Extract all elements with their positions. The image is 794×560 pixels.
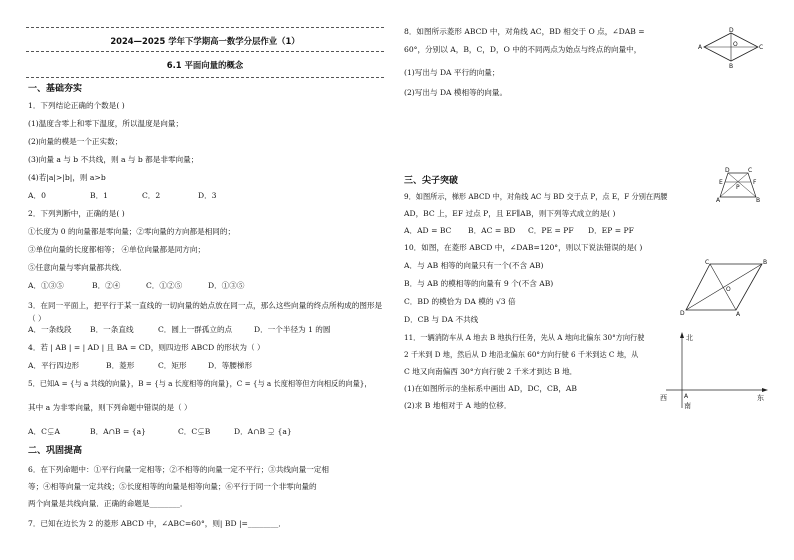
- compass-origin-label: A: [684, 393, 689, 400]
- trapezoid-label-a: A: [716, 197, 721, 204]
- trapezoid-label-e: E: [719, 179, 723, 186]
- q8-line-2: 60°，分别以 A，B，C，D，O 中的不同两点为始点与终点的向量中，: [404, 45, 642, 54]
- q6-line-1: 6．在下列命题中：①平行向量一定相等；②不相等的向量一定不平行；③共线向量一定相: [28, 465, 329, 474]
- q5-stem: 5．已知A = {与 a 共线的向量}，B = {与 a 长度相等的向量}，C = {与 a 长度相等但方向相反的向量}，: [28, 379, 372, 388]
- trapezoid-label-f: F: [753, 179, 757, 186]
- rhombus1-label-a: A: [698, 44, 703, 51]
- q9-line-2: AD，BC 上，EF 过点 P，且 EF∥AB，则下列等式成立的是( ): [404, 209, 616, 218]
- q6-line-3: 两个向量是共线向量．正确的命题是________．: [28, 499, 188, 508]
- q6-line-2: 等；④相等向量一定共线；⑤长度相等的向量是相等向量；⑥平行于同一个非零向量的: [28, 482, 317, 491]
- q1-option-a: A．0: [28, 191, 46, 200]
- q4-option-a: A．平行四边形: [28, 361, 80, 370]
- q10-option-a: A．与 AB 相等的向量只有一个(不含 AB): [404, 261, 544, 270]
- q11-part-1: (1)在如图所示的坐标系中画出 AD，DC，CB，AB: [404, 384, 578, 393]
- lesson-title: 6.1 平面向量的概念: [166, 60, 244, 70]
- q9-option-a: A．AD = BC: [404, 226, 452, 235]
- q10-option-d: D．CB 与 DA 不共线: [404, 315, 479, 324]
- q2-option-c: C．①②⑤: [146, 281, 183, 290]
- q9-option-d: D．EP = PF: [588, 226, 634, 235]
- q10-stem: 10．如图，在菱形 ABCD 中，∠DAB=120°，则以下说法错误的是( ): [404, 243, 643, 252]
- rhombus2-label-b: B: [763, 259, 768, 266]
- compass-east-label: 东: [757, 394, 764, 402]
- trapezoid-label-b: B: [756, 197, 761, 204]
- q3-stem: 3．在同一平面上，把平行于某一直线的一切向量的始点放在同一点，那么这些向量的终点所构成的图形是（ ）: [28, 301, 383, 323]
- section-heading-basic: 一、基础夯实: [28, 84, 83, 94]
- q3-option-b: B．一条直线: [90, 325, 134, 334]
- trapezoid-figure-q9: [716, 168, 760, 202]
- q8-line-1: 8．如图所示菱形 ABCD 中，对角线 AC，BD 相交于 O 点，∠DAB =: [404, 27, 645, 36]
- trapezoid-label-c: C: [748, 167, 753, 174]
- rhombus2-label-a: A: [736, 311, 741, 318]
- q1-stem: 1．下列结论正确的个数是( ): [28, 101, 125, 110]
- worksheet-title: 2024—2025 学年下学期高一数学分层作业（1）: [110, 36, 300, 46]
- compass-coordinate-figure: [660, 330, 770, 410]
- rhombus1-label-o: O: [733, 41, 738, 48]
- section-heading-advanced: 三、尖子突破: [404, 176, 459, 186]
- q2-statement-3: ⑤任意向量与零向量都共线．: [28, 263, 127, 272]
- rhombus1-label-b: B: [729, 63, 734, 70]
- q5-option-c: C．C⊊B: [178, 427, 211, 436]
- q2-statement-1: ①长度为 0 的向量都是零向量；②零向量的方向都是相同的；: [28, 227, 236, 236]
- q1-option-c: C．2: [142, 191, 161, 200]
- q8-part-2: (2)写出与 DA 模相等的向量。: [404, 88, 508, 97]
- q1-statement-4: (4)若|a|>|b|，则 a>b: [28, 173, 106, 182]
- q5-option-d: D．A∩B ⊋ {a}: [234, 427, 292, 436]
- q11-line-3: C 地又向南偏西 30°方向行驶 2 千米才到达 B 地．: [404, 367, 578, 376]
- q4-option-d: D．等腰梯形: [208, 361, 253, 370]
- q5-option-a: A．C⊊A: [28, 427, 60, 436]
- q4-stem: 4．若 | AB | = | AD | 且 BA = CD，则四边形 ABCD 的形状为（ ）: [28, 343, 265, 352]
- rhombus-figure-q8: [698, 27, 764, 70]
- rhombus-figure-q10: [680, 258, 770, 316]
- rhombus1-label-c: C: [759, 44, 764, 51]
- q3-option-a: A．一条线段: [28, 325, 72, 334]
- section-heading-consolidate: 二、巩固提高: [28, 446, 83, 456]
- q3-option-c: C．圆上一群孤立的点: [158, 325, 233, 334]
- q1-statement-3: (3)向量 a 与 b 不共线，则 a 与 b 都是非零向量；: [28, 155, 199, 164]
- q5-option-b: B．A∩B = {a}: [90, 427, 146, 436]
- q2-stem: 2．下列判断中，正确的是( ): [28, 209, 125, 218]
- q2-option-b: B．②④: [92, 281, 121, 290]
- q2-option-a: A．①③⑤: [28, 281, 64, 290]
- q9-option-b: B．AC = BD: [468, 226, 516, 235]
- trapezoid-label-p: P: [736, 184, 740, 191]
- q9-option-c: C．PE = PF: [528, 226, 574, 235]
- compass-north-label: 北: [686, 334, 693, 342]
- q7-stem: 7．已知在边长为 2 的菱形 ABCD 中，∠ABC=60°，则| BD |=________．: [28, 519, 286, 528]
- compass-south-label: 南: [684, 402, 691, 410]
- header-divider: [26, 51, 384, 52]
- trapezoid-label-d: D: [725, 167, 730, 174]
- q2-statement-2: ③单位向量的长度都相等； ④单位向量都是同方向；: [28, 245, 206, 254]
- rhombus2-label-d: D: [680, 310, 685, 317]
- worksheet-header: [26, 27, 384, 78]
- q4-option-b: B．菱形: [106, 361, 135, 370]
- q10-option-c: C．BD 的模恰为 DA 模的 √3 倍: [404, 297, 516, 306]
- q1-option-d: D．3: [198, 191, 217, 200]
- q11-part-2: (2)求 B 地相对于 A 地的位移．: [404, 401, 512, 410]
- rhombus2-label-o: O: [726, 286, 731, 293]
- q1-option-b: B．1: [90, 191, 109, 200]
- rhombus2-label-c: C: [705, 259, 710, 266]
- q1-statement-1: (1)温度含零上和零下温度，所以温度是向量；: [28, 119, 184, 128]
- rhombus1-label-d: D: [729, 27, 734, 34]
- q10-option-b: B．与 AB 的模相等的向量有 9 个(不含 AB): [404, 279, 554, 288]
- q5-condition: 其中 a 为非零向量，则下列命题中错误的是（ ）: [28, 403, 192, 412]
- q4-option-c: C．矩形: [158, 361, 187, 370]
- compass-west-label: 西: [660, 394, 667, 402]
- q8-part-1: (1)写出与 DA 平行的向量；: [404, 68, 500, 77]
- q11-line-2: 2 千米到 D 地，然后从 D 地沿北偏东 60°方向行驶 6 千米到达 C 地，从: [404, 350, 639, 359]
- q1-statement-2: (2)向量的模是一个正实数；: [28, 137, 123, 146]
- q11-line-1: 11．一辆消防车从 A 地去 B 地执行任务，先从 A 地向北偏东 30°方向行驶: [404, 333, 645, 342]
- q3-option-d: D．一个半径为 1 的圆: [254, 325, 331, 334]
- q9-line-1: 9．如图所示，梯形 ABCD 中，对角线 AC 与 BD 交于点 P，点 E，F 分别在两腰: [404, 192, 668, 201]
- q2-option-d: D．①③⑤: [208, 281, 245, 290]
